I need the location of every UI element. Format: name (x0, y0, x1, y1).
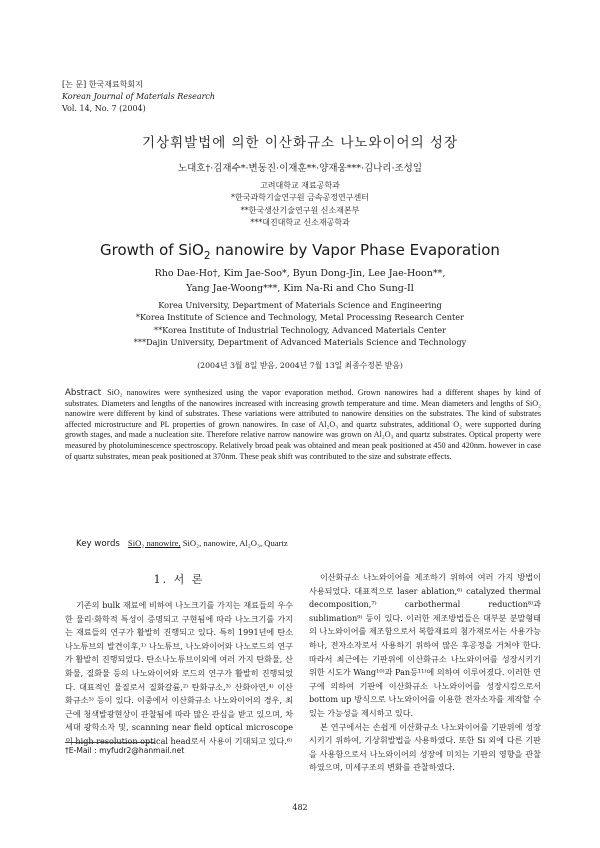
keywords-label: Key words (76, 539, 120, 549)
english-authors (0, 266, 600, 296)
journal-name-korean: [논 문] 한국재료학회지 (62, 80, 143, 89)
footnote-email: †E-Mail : myfudr2@hanmail.net (65, 746, 185, 755)
journal-header (62, 79, 215, 115)
english-title-part: Growth of SiO (100, 241, 204, 259)
section-title: 1. 서 론 (153, 573, 205, 586)
received-dates: (2004년 3월 8일 받음, 2004년 7월 13일 최종수정본 받음) (197, 361, 403, 370)
page-number: 482 (292, 803, 308, 812)
right-column (309, 571, 541, 775)
korean-affiliation: *한국과학기술연구원 금속공정연구센터 (231, 193, 369, 203)
english-title-part: nanowire by Vapor Phase Evaporation (210, 241, 500, 259)
english-title (0, 241, 600, 262)
english-affiliations (0, 299, 600, 349)
english-affiliation: Korea University, Department of Materials Science and Engineering (158, 300, 442, 310)
english-title-subscript: 2 (203, 250, 211, 262)
paragraph: 이산화규소 나노와이어를 제조하기 위하여 여러 가지 방법이 사용되었다. 대표적으로 laser ablation,⁶⁾ catalyzed thermal decomposition,⁷⁾ carbothermal reduction⁸⁾과 sublimation⁹⁾ 등이 있다. 이러한 제조방법들은 대부분 분말형태의 나노와이어를 제조함으로서 복합재료의 첨가재로서는 사용가능하나, 전자소자로서 사용하기 위하여 많은 후공정을 거쳐야 한다. 따라서 최근에는 기판위에 이산화규소 나노와이어를 성장시키기 위한 시도가 Wang¹⁰⁾과 Pan등¹¹⁾에 의하여 이루어졌다. 이러한 연구에 의하여 기판에 이산화규소 나노와이어를 성장시킴으로서 bottom up 방식으로 나노와이어를 이용한 전자소자를 제작할 수 있는 가능성을 제시하고 있다. (309, 572, 541, 718)
korean-affiliation: **한국생산기술연구원 신소재본부 (240, 205, 360, 215)
korean-affiliation: 고려대학교 재료공학과 (260, 181, 340, 190)
english-author-line: Rho Dae-Ho†, Kim Jae-Soo*, Byun Dong-Jin, Lee Jae-Hoon**, (154, 268, 446, 279)
paragraph: 기존의 bulk 재료에 비하여 나노크기를 가지는 재료들의 우수한 물리·화학적 특성이 증명되고 구현됨에 따라 나노크기를 가지는 재료들의 연구가 활발히 진행되고 있다. 특히 1991년에 탄소 나노튜브의 발견이후,¹⁾ 나노튜브, 나노와이어와 나노로드의 연구가 활발히 진행되었다. 탄소나노튜브이외에 여러 가지 탄화물, 산화물, 질화물 등의 나노와이어와 로드의 연구가 활발히 진행되었다. 대표적인 물질로서 질화갈륨,²⁾ 탄화규소,³⁾ 산화아연,⁴⁾ 이산화규소⁵⁾ 등이 있다. 이중에서 이산화규소 나노와이어의 경우, 최근에 청색발광현상이 관찰됨에 따라 많은 관심을 받고 있으며, 차세대 광학소자 및, scanning near field optical microscope의 high resolution optical head로서 사용이 기대되고 있다.⁶⁾ (65, 600, 293, 746)
abstract (65, 388, 541, 462)
english-affiliation: ***Dajin University, Department of Advanced Materials Science and Technology (133, 337, 467, 348)
english-affiliation: *Korea Institute of Science and Technology, Metal Processing Research Center (135, 312, 465, 323)
journal-name-english: Korean Journal of Materials Research (62, 92, 216, 101)
english-author-line: Yang Jae-Woong***, Kim Na-Ri and Cho Sung-Il (186, 283, 414, 294)
korean-affiliation: ***대진대학교 신소재공학과 (250, 218, 350, 228)
korean-affiliations (0, 180, 600, 230)
english-affiliation: **Korea Institute of Industrial Technology, Advanced Materials Center (153, 324, 447, 335)
korean-title: 기상휘발법에 의한 이산화규소 나노와이어의 성장 (141, 135, 459, 151)
keywords-list: SiO₂, nanowire, Al₂O₃, Quartz (180, 538, 288, 548)
korean-authors: 노대호†·김재수*·변동진·이재훈**·양재웅***·김나리·조성일 (177, 163, 423, 174)
left-column (65, 599, 293, 749)
abstract-label: Abstract (65, 388, 102, 398)
keyword-underlined: SiO₂ nanowire, (127, 538, 181, 548)
keywords (76, 538, 288, 549)
paragraph: 본 연구에서는 손쉽게 이산화규소 나노와이어를 기판위에 성장시키기 위하여, 기상휘발법을 사용하였다. 또한 Si 외에 다른 기판을 사용함으로서 나노와이어의 성장에 미치는 기판의 영향을 관찰하였으며, 미세구조의 변화를 관찰하였다. (309, 721, 541, 773)
abstract-text: SiO₂ nanowires were synthesized using the vapor evaporation method. Grown nanowires had a different shapes by kind of substrates. Diameters and lengths of the nanowires increased with increasing growth temperature and time. Mean diameters and lengths of SiO₂ nanowire were different by kind of substrates. These variations were attributed to nanowire densities on the substrates. The kind of substrates affected microstructure and PL properties of grown nanowires. In case of Al₂O₃ and quartz substrates, additional O₂ were supported during growth stages, and made a nucleation site. Therefore relative narrow nanowire was grown on Al₂O₃ and quartz substrates. Optical property were measured by photoluminescence spectroscopy. Relatively broad peak was obtained and mean peak positioned at 450 and 420nm. however in case of quartz substrates, mean peak positioned at 370nm. These peak shift was contributed to the size and substrate effects. (65, 388, 541, 461)
footnote-divider (65, 742, 155, 743)
journal-volume: Vol. 14, No. 7 (2004) (62, 104, 146, 113)
